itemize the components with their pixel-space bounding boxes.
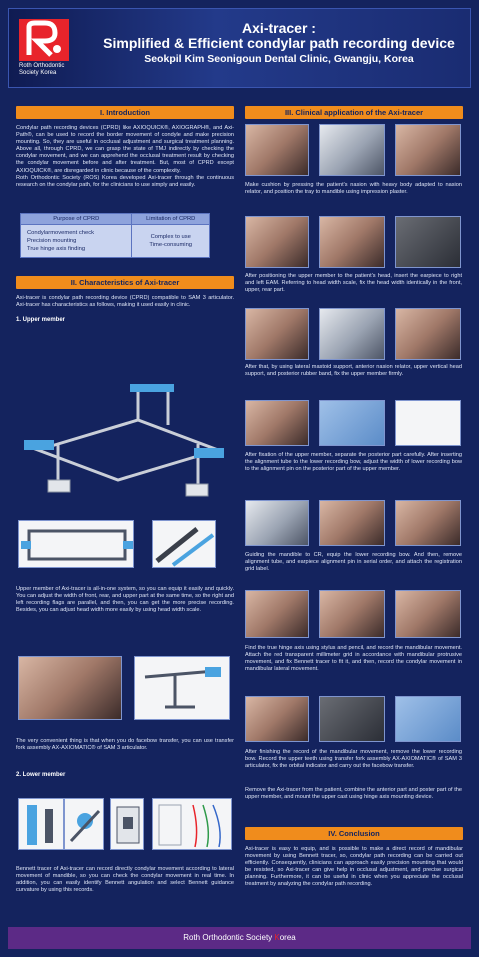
clinical-step-1: Make cushion by pressing the patient's nasion with heavy body adapted to nasion relator, and position the tray to mandible using impression plaster. (245, 182, 462, 196)
step6-photo-a (245, 590, 309, 638)
step4-photo-b (319, 400, 385, 446)
left-column-lower (16, 866, 234, 894)
upper-member-top-view-photo (18, 520, 134, 568)
title-line2: Simplified & Efficient condylar path recording device (103, 35, 455, 51)
intro-paragraph-1: Condylar path recording devices (CPRD) like AXIOQUICK®, AXIOGRAPH®, and Axi-Path®, can be used to record the border movement of condyle and make precision mounting. So, they are useful in occlusal adjustment and surgical treatment planning. Above all, through CPRD, we can grasp the state of TMJ indirectly by checking the condylar movement, and we can apprehend the occlusal treatment result by checking the condylar movement before and after treatment. But, most of CPRD except AXIOQUICK®, are disregarded in clinic because of the complexity. (16, 125, 234, 174)
poster-footer (8, 927, 471, 949)
bennett-tracer-photo (64, 798, 104, 850)
cprd-col-purpose: Purpose of CPRD (21, 213, 132, 224)
ros-korea-logo (19, 19, 81, 81)
step6-photo-b (319, 590, 385, 638)
section-clinical-heading: III. Clinical application of the Axi-tracer (245, 106, 463, 119)
step2-photo-b (319, 216, 385, 268)
step6-photo-c (395, 590, 461, 638)
facebow-paragraph: The very convenient thing is that when you do facebow transfer, you can use transfer fork assembly AX-AXIOMATIC® of SAM 3 articulator. (16, 738, 234, 752)
step5-photo-c (395, 500, 461, 546)
clinical-step-8: Remove the Axi-tracer from the patient, combine the anterior part and poster part of the upper member, and mount the upper cast using hinge axis mounting device. (245, 787, 462, 801)
facebow-patient-photo (18, 656, 122, 720)
clinical-step-3: After that, by using lateral mastoid support, anterior nasion relator, upper vertical head support, and posterior rubber band, fix the upper member firmly. (245, 364, 462, 378)
poster-authors: Seokpil Kim Seonigoun Dental Clinic, Gwangju, Korea (144, 53, 414, 65)
step3-photo-c (395, 308, 461, 360)
upper-member-paragraph: Upper member of Axi-tracer is all-in-one system, so you can equip it easily and quickly. You can adjust the width of front, rear, and upper part at the same time, so the right and left recording flags are parallel, and then, you can get the more precise recording. Besides, you can adjust head width more easily by using head width scale. (16, 586, 234, 614)
step7-photo-a (245, 696, 309, 742)
frame-top-view-icon (19, 521, 134, 568)
footer-society-name: Roth Orthodontic Society (183, 933, 275, 942)
step5-photo-a (245, 500, 309, 546)
cprd-limitation-cell (132, 224, 210, 257)
condylar-tracing-icon (153, 799, 232, 850)
logo-line1: Roth Orthodontic (19, 63, 65, 69)
step1-photo-c (395, 124, 461, 176)
left-column (16, 106, 234, 323)
lower-member-heading: 2. Lower member (16, 772, 66, 779)
section-conclusion-heading: IV. Conclusion (245, 827, 463, 840)
step5-photo-b (319, 500, 385, 546)
clinical-step-6: Find the true hinge axis using stylus and pencil, and record the mandibular movement. Attach the red transparent millimeter grid in accordance with mandibular protrusive movement, and fix Bennett tracer to fit it, and then, record the condylar movement in mandibular lateral movement. (245, 645, 462, 673)
cprd-table (20, 213, 210, 258)
recording-flag-icon (111, 799, 144, 850)
right-column (245, 106, 463, 119)
step4-photo-c (395, 400, 461, 446)
conclusion-paragraph: Axi-tracer is easy to equip, and is possible to make a direct record of mandibular movement by using Bennett tracer, so, condylar path recording can be carried out efficiently. Consequently, clinicians can approach easily precision mounting that would be resisted, so Axi-tracer can give help in occlusal adjustment, and precise surgical planning. Furthermore, it can be useful in clinic when you appreciate the occlusal treatment by analyzing the condylar path recording. (245, 846, 463, 888)
limitation-item: Time-consuming (149, 241, 193, 248)
step3-photo-b (319, 308, 385, 360)
lower-bow-icon (19, 799, 64, 850)
upper-member-heading: 1. Upper member (16, 317, 66, 324)
bennett-tracer-icon (65, 799, 104, 850)
purpose-item: Condylarmovement check (27, 229, 95, 236)
section-characteristics-heading: II. Characteristics of Axi-tracer (16, 276, 234, 289)
step3-photo-a (245, 308, 309, 360)
recording-flag-photo (110, 798, 144, 850)
step1-photo-b (319, 124, 385, 176)
step1-photo-a (245, 124, 309, 176)
step7-photo-b (319, 696, 385, 742)
title-line1: Axi-tracer : (242, 20, 316, 36)
clinical-step-2: After positioning the upper member to the patient's head, insert the earpiece to right and left EAM. Referring to head width scale, fix the head width identically in the front, upper, rear part. (245, 273, 462, 294)
footer-tail: orea (279, 933, 296, 942)
conclusion-section (245, 827, 463, 889)
step7-photo-c (395, 696, 461, 742)
condylar-tracing-photo (152, 798, 232, 850)
poster-title (89, 21, 469, 51)
purpose-item: Precision mounting (27, 237, 77, 244)
clinical-step-7: After finishing the record of the mandibular movement, remove the lower recording bow. Record the upper teeth using transfer fork assembly AX-AXIOMATIC® of SAM 3 articulator, fix the orbital indicator and carry out the facebow transfer. (245, 749, 462, 770)
head-width-scale-photo (152, 520, 216, 568)
logo-text (19, 63, 89, 77)
cprd-col-limitation: Limitation of CPRD (132, 213, 210, 224)
step4-photo-a (245, 400, 309, 446)
footer-accent-letter: K (274, 933, 280, 942)
scale-tool-icon (153, 521, 216, 568)
lower-bow-photo (18, 798, 64, 850)
clinical-step-5: Guiding the mandible to CR, equip the lower recording bow. And then, remove alignment tube, and earpiece alignment pin in serial order, and attach the registration grid label. (245, 552, 462, 573)
purpose-item: True hinge axis finding (27, 245, 86, 252)
limitation-item: Complex to use (150, 233, 191, 240)
characteristics-intro: Axi-tracer is condylar path recording device (CPRD) compatible to SAM 3 articulator. Axi-tracer has characteristics as follows, making it used easily in clinic. (16, 294, 234, 308)
logo-line2: Society Korea (19, 70, 57, 76)
left-column-middle (16, 586, 234, 614)
intro-paragraph-2: Roth Orthodontic Society (ROS) Korea developed Axi-tracer through the continuous research on the condylar path, for the clinicians to use simply and easily. (16, 174, 234, 188)
lower-member-paragraph: Bennett tracer of Axi-tracer can record directly condylar movement according to lateral movement of mandible, so you can check the condylar movement in real time. In addition, you can easily identify Bennett angulation and select Bennett guidance curvature by using this records. (16, 866, 234, 894)
step2-photo-c (395, 216, 461, 268)
left-column-facebow (16, 738, 234, 778)
transfer-fork-icon (135, 657, 230, 720)
poster-header (8, 8, 471, 88)
clinical-step-4: After fixation of the upper member, separate the posterior part carefully. After inserting the alignment tube to the lower recording bow, adjust the width of lower recording bow to the alignment pin on the posterior part of the upper member. (245, 452, 462, 473)
upper-member-diagram (18, 380, 232, 510)
ros-logo-icon (19, 19, 69, 61)
transfer-fork-photo (134, 656, 230, 720)
cprd-purpose-cell (21, 224, 132, 257)
section-introduction-heading: I. Introduction (16, 106, 234, 119)
step2-photo-a (245, 216, 309, 268)
